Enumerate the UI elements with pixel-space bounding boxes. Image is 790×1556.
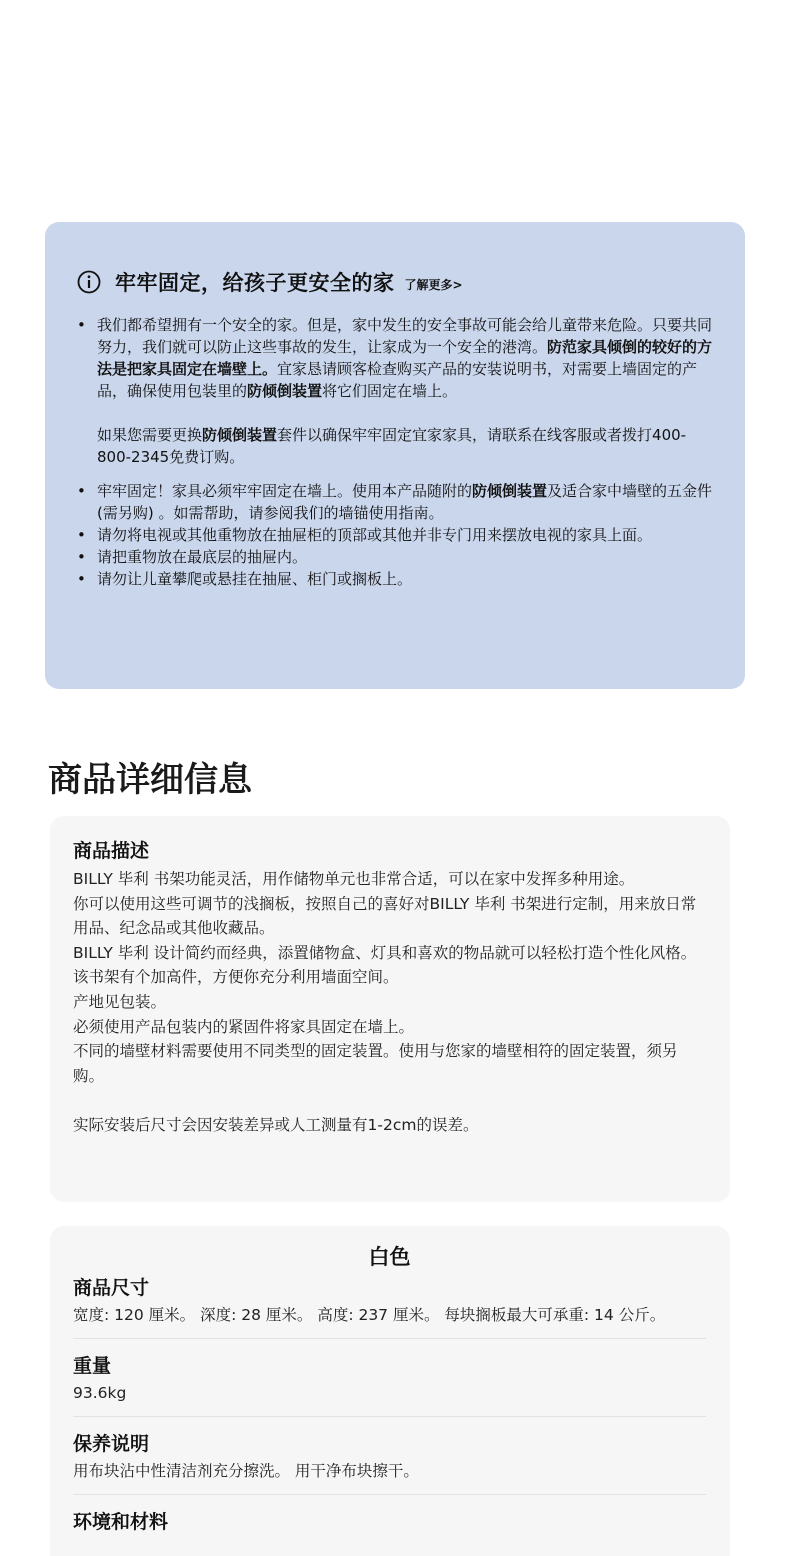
safety-title: 牢牢固定，给孩子更安全的家 (115, 271, 395, 295)
safety-heavy-item: • 请把重物放在最底层的抽屉内。 (77, 546, 715, 568)
safety-intro-item (77, 314, 715, 468)
care-title: 保养说明 (73, 1433, 150, 1455)
size-spec (73, 1274, 706, 1328)
replace-kit-paragraph: 如果您需要更换防倾倒装置套件以确保牢牢固定宜家家具，请联系在线客服或者拨打400-800-2345免费订购。 (97, 426, 687, 466)
description-line: BILLY 毕利 设计简约而经典，添置储物盒、灯具和喜欢的物品就可以轻松打造个性化风格。 (73, 943, 697, 962)
care-value: 用布块沾中性清洁剂充分擦洗。 用干净布块擦干。 (73, 1462, 419, 1480)
learn-more-link[interactable]: 了解更多> (404, 278, 463, 292)
safety-bullet-list (77, 314, 715, 590)
care-spec (73, 1430, 706, 1484)
safety-climb-item: • 请勿让儿童攀爬或悬挂在抽屉、柜门或搁板上。 (77, 568, 715, 590)
safety-notice-card (45, 222, 745, 689)
info-icon (77, 270, 101, 294)
product-spec-card (50, 1226, 730, 1556)
weight-value: 93.6kg (73, 1384, 127, 1402)
safety-fix-item: • 牢牢固定！家具必须牢牢固定在墙上。使用本产品随附的防倾倒装置及适合家中墙壁的五金件 (需另购) 。如需帮助，请参阅我们的墙锚使用指南。 (77, 480, 715, 524)
product-details-heading: 商品详细信息 (48, 760, 252, 800)
safety-heading (77, 262, 715, 302)
size-value: 宽度: 120 厘米。 深度: 28 厘米。 高度: 237 厘米。 每块搁板最大可承重: 14 公斤。 (73, 1306, 666, 1324)
description-line: 你可以使用这些可调节的浅搁板，按照自己的喜好对BILLY 毕利 书架进行定制，用来放日常用品、纪念品或其他收藏品。 (73, 894, 697, 938)
material-spec (73, 1508, 706, 1536)
product-description-card (50, 816, 730, 1202)
description-body (73, 867, 706, 1138)
description-line: BILLY 毕利 书架功能灵活，用作储物单元也非常合适，可以在家中发挥多种用途。 (73, 870, 635, 888)
description-line: 该书架有个加高件，方便你充分利用墙面空间。 (73, 968, 399, 987)
description-title: 商品描述 (73, 840, 150, 862)
size-title: 商品尺寸 (73, 1277, 150, 1299)
color-name: 白色 (368, 1245, 411, 1269)
description-line: 产地见包装。 (73, 992, 167, 1011)
safety-tv-item: • 请勿将电视或其他重物放在抽屉柜的顶部或其他并非专门用来摆放电视的家具上面。 (77, 524, 715, 546)
size-tolerance-note: 实际安装后尺寸会因安装差异或人工测量有1-2cm的误差。 (73, 1115, 479, 1134)
material-title: 环境和材料 (73, 1511, 169, 1533)
divider (73, 1494, 706, 1495)
divider (73, 1416, 706, 1417)
divider (73, 1338, 706, 1339)
safety-intro-paragraph: • 我们都希望拥有一个安全的家。但是，家中发生的安全事故可能会给儿童带来危险。只要共同努力，我们就可以防止这些事故的发生，让家成为一个安全的港湾。防范家具倾倒的较好的方法是把家具固定在墙壁上。宜家恳请顾客检查购买产品的安装说明书，对需要上墙固定的产品，确保使用包装里的防倾倒装置将它们固定在墙上。 (97, 316, 713, 400)
weight-spec (73, 1352, 706, 1406)
description-line: 必须使用产品包装内的紧固件将家具固定在墙上。 (73, 1017, 415, 1036)
weight-title: 重量 (73, 1355, 112, 1377)
description-line: 不同的墙壁材料需要使用不同类型的固定装置。使用与您家的墙壁相符的固定装置，须另购。 (73, 1042, 678, 1085)
